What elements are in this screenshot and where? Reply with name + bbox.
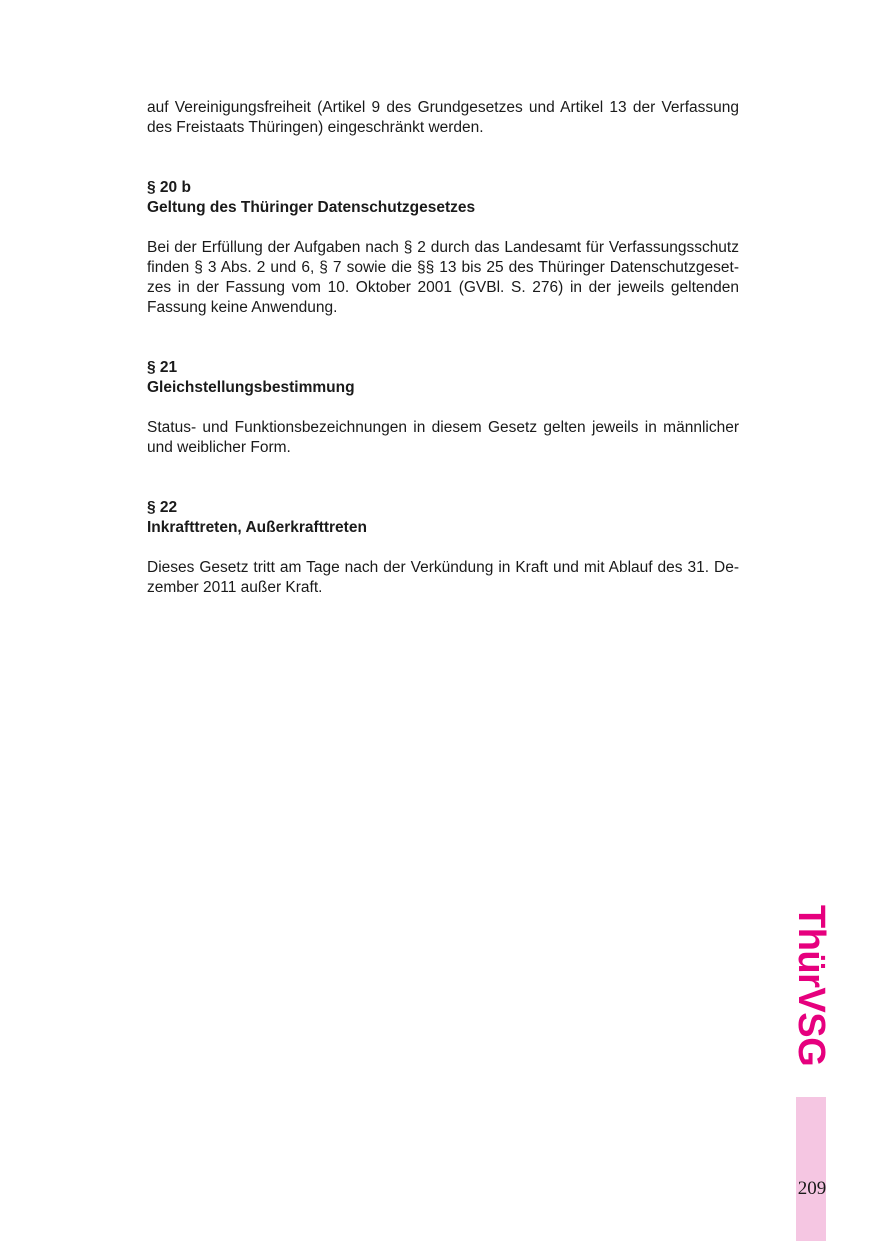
section-21 [147,358,739,458]
paragraph-line: zember 2011 außer Kraft. [147,579,323,596]
paragraph-line: zes in der Fassung vom 10. Oktober 2001 (GVBl. S. 276) in der jeweils geltenden [147,279,739,296]
paragraph-line: auf Vereinigungsfreiheit (Artikel 9 des Grundgesetzes und Artikel 13 der Verfassung [147,99,739,116]
paragraph-line: Dieses Gesetz tritt am Tage nach der Verkündung in Kraft und mit Ablauf des 31. De- [147,559,739,576]
page-number: 209 [797,1178,827,1199]
paragraph-line: finden § 3 Abs. 2 und 6, § 7 sowie die §§ 13 bis 25 des Thüringer Datenschutzgeset- [147,259,739,276]
section-number: § 20 b [147,179,191,196]
section-title: Inkrafttreten, Außerkrafttreten [147,519,367,536]
chapter-tab-bar [796,1097,826,1241]
section-20b [147,178,739,318]
section-22 [147,498,739,598]
section-title: Gleichstellungsbestimmung [147,379,355,396]
paragraph-line: Bei der Erfüllung der Aufgaben nach § 2 durch das Landesamt für Verfassungsschutz [147,239,739,256]
page-body [147,98,739,598]
paragraph-line: und weiblicher Form. [147,439,291,456]
section-paragraph [147,418,739,458]
paragraph-line: Fassung keine Anwendung. [147,299,338,316]
section-paragraph [147,558,739,598]
intro-paragraph [147,98,739,138]
section-number: § 22 [147,499,178,516]
section-paragraph [147,238,739,318]
chapter-side-title: ThürVSG [790,905,832,1067]
paragraph-line: Status- und Funktionsbezeichnungen in diesem Gesetz gelten jeweils in männlicher [147,419,739,436]
section-number: § 21 [147,359,178,376]
paragraph-line: des Freistaats Thüringen) eingeschränkt werden. [147,119,484,136]
section-title: Geltung des Thüringer Datenschutzgesetzes [147,199,476,216]
